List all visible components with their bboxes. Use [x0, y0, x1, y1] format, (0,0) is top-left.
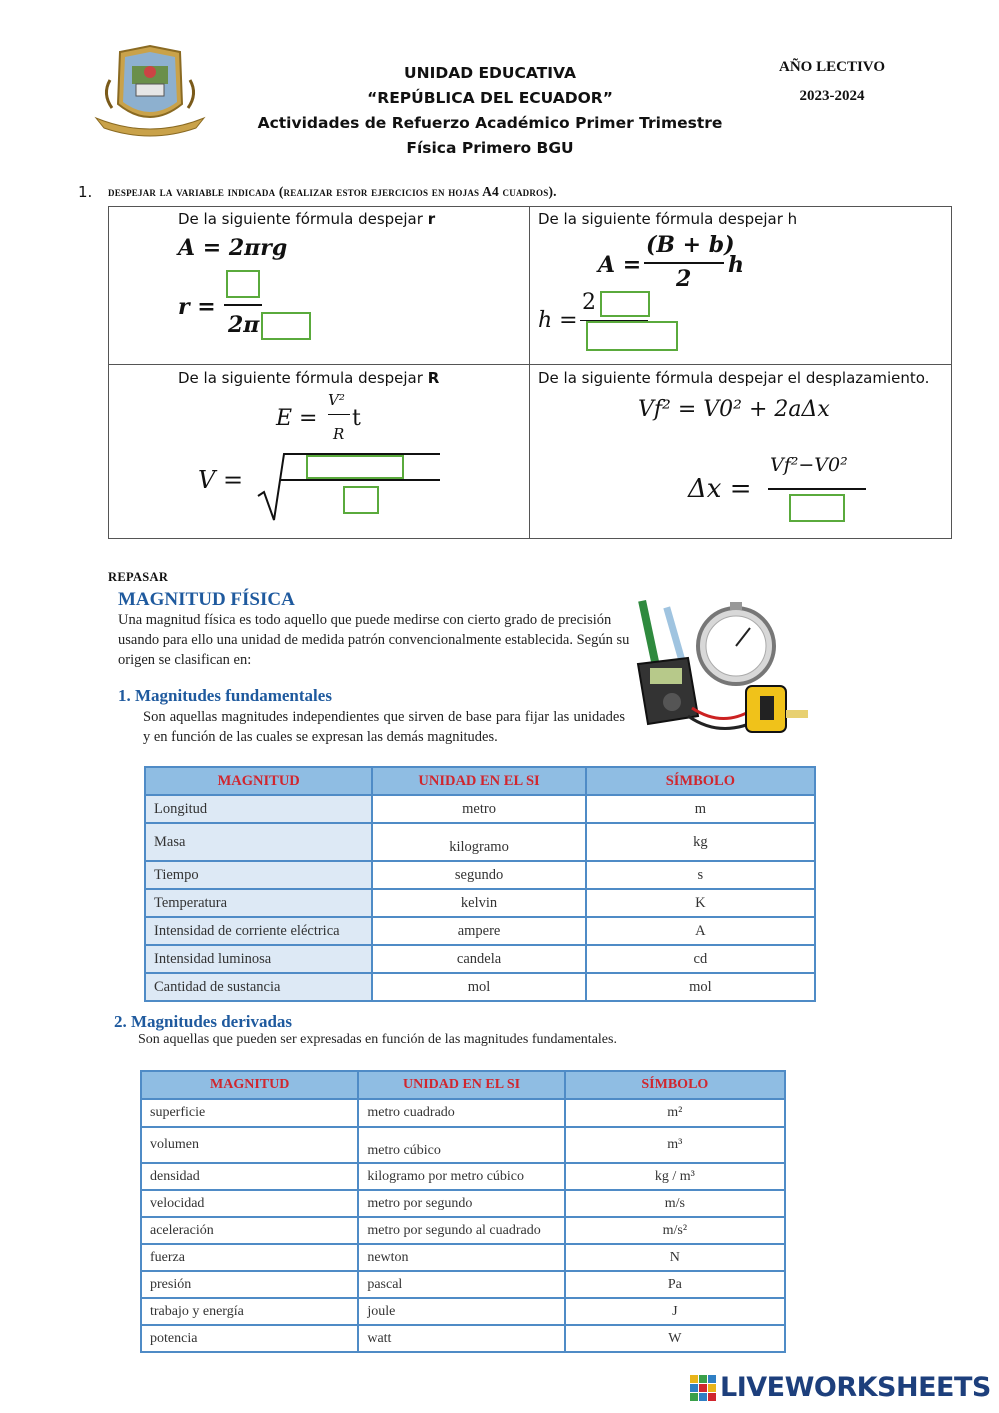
derived-magnitudes-table	[140, 1070, 786, 1353]
cell-3-formula-num: V²	[328, 391, 345, 409]
table-cell: kelvin	[372, 889, 585, 917]
cell-3-answer-lhs: V =	[198, 466, 244, 494]
table-row	[141, 1190, 785, 1217]
table-cell: segundo	[372, 861, 585, 889]
table-cell: mol	[586, 973, 815, 1001]
cell-1-denominator: 2π	[228, 312, 260, 338]
table-cell: potencia	[141, 1325, 358, 1352]
table-row	[145, 823, 815, 861]
table-cell: kilogramo	[372, 823, 585, 861]
table-cell: m	[586, 795, 815, 823]
table-cell: kg / m³	[565, 1163, 785, 1190]
cell-3-formula-lhs: E =	[276, 406, 318, 431]
fraction-line	[768, 488, 866, 490]
table-row	[145, 861, 815, 889]
intro-paragraph: Una magnitud física es todo aquello que puede medirse con cierto grado de precisión usando para ello una unidad de medida patrón convencionalmente establecida. Según su origen se clasifican en:	[118, 612, 630, 668]
table-cell: Temperatura	[145, 889, 372, 917]
section-2-description: Son aquellas que pueden ser expresadas en función de las magnitudes fundamentales.	[138, 1032, 617, 1047]
table-row	[141, 1244, 785, 1271]
section-1-title: 1. Magnitudes fundamentales	[118, 686, 332, 705]
table-cell: m³	[565, 1127, 785, 1163]
column-header: UNIDAD EN EL SI	[358, 1071, 564, 1099]
cell-3-formula-den: R	[333, 425, 345, 443]
table-cell: presión	[141, 1271, 358, 1298]
cell-2-formula-den: 2	[676, 266, 692, 292]
table-row	[141, 1325, 785, 1352]
cell-2-answer-lhs: h =	[538, 308, 578, 333]
table-cell: Pa	[565, 1271, 785, 1298]
table-row	[145, 889, 815, 917]
table-row	[141, 1099, 785, 1127]
table-cell: K	[586, 889, 815, 917]
table-cell: cd	[586, 945, 815, 973]
table-cell: volumen	[141, 1127, 358, 1163]
cell-4-formula: Vf² = V0² + 2aΔx	[638, 397, 830, 422]
table-cell: metro cúbico	[358, 1127, 564, 1163]
answer-box-h-denominator[interactable]	[586, 321, 678, 351]
cell-3-formula-tail: t	[352, 406, 361, 431]
cell-1-label: De la siguiente fórmula despejar r	[178, 210, 436, 228]
cell-2-formula-tail: h	[728, 252, 744, 278]
table-cell: pascal	[358, 1271, 564, 1298]
answer-box-h-numerator[interactable]	[600, 291, 650, 317]
fundamental-magnitudes-table	[144, 766, 816, 1002]
table-cell: J	[565, 1298, 785, 1325]
table-cell: A	[586, 917, 815, 945]
fraction-line	[644, 262, 724, 264]
table-cell: Tiempo	[145, 861, 372, 889]
cell-4-label: De la siguiente fórmula despejar el desplazamiento.	[538, 369, 930, 387]
table-cell: joule	[358, 1298, 564, 1325]
table-row	[141, 1271, 785, 1298]
cell-1-answer-lhs: r =	[178, 294, 216, 320]
table-cell: candela	[372, 945, 585, 973]
cell-2-formula-lhs: A =	[598, 252, 642, 278]
table-row	[141, 1217, 785, 1244]
table-cell: Intensidad de corriente eléctrica	[145, 917, 372, 945]
header-line-4: Física Primero BGU	[406, 139, 574, 157]
fraction-line	[328, 414, 350, 415]
table-cell: Masa	[145, 823, 372, 861]
column-header: SÍMBOLO	[565, 1071, 785, 1099]
brand-name: LIVEWORKSHEETS	[720, 1372, 991, 1403]
fraction-line	[224, 304, 262, 306]
cell-2-label: De la siguiente fórmula despejar h	[538, 210, 798, 228]
table-row	[145, 795, 815, 823]
cell-4-answer-lhs: Δx =	[688, 474, 752, 504]
liveworksheets-logo-icon	[690, 1375, 716, 1401]
table-cell: kilogramo por metro cúbico	[358, 1163, 564, 1190]
table-cell: Cantidad de sustancia	[145, 973, 372, 1001]
section-1-description: Son aquellas magnitudes independientes que sirven de base para fijar las unidades y en función de las cuales se expresan las demás magnitudes.	[143, 709, 625, 745]
table-cell: velocidad	[141, 1190, 358, 1217]
exercise-table-divider	[108, 364, 952, 365]
school-crest-logo	[92, 44, 208, 140]
table-cell: W	[565, 1325, 785, 1352]
table-cell: fuerza	[141, 1244, 358, 1271]
table-row	[145, 973, 815, 1001]
cell-3-label: De la siguiente fórmula despejar R	[178, 369, 440, 387]
column-header: UNIDAD EN EL SI	[372, 767, 585, 795]
column-header: MAGNITUD	[145, 767, 372, 795]
table-cell: metro por segundo	[358, 1190, 564, 1217]
table-cell: kg	[586, 823, 815, 861]
table-row	[145, 945, 815, 973]
year-value: 2023-2024	[799, 88, 865, 104]
table-cell: m/s	[565, 1190, 785, 1217]
table-cell: m²	[565, 1099, 785, 1127]
table-cell: metro cuadrado	[358, 1099, 564, 1127]
table-cell: Longitud	[145, 795, 372, 823]
cell-2-formula-num: (B + b)	[646, 232, 735, 258]
table-header-row	[145, 767, 815, 795]
measuring-tools-illustration	[632, 598, 810, 746]
exercise-title: despejar la variable indicada (realizar estor ejercicios en hojas A4 cuadros).	[108, 184, 557, 199]
table-cell: s	[586, 861, 815, 889]
table-cell: densidad	[141, 1163, 358, 1190]
table-header-row	[141, 1071, 785, 1099]
exercise-number: 1.	[78, 183, 93, 201]
table-cell: trabajo y energía	[141, 1298, 358, 1325]
table-row	[141, 1127, 785, 1163]
table-cell: mol	[372, 973, 585, 1001]
header-line-3: Actividades de Refuerzo Académico Primer Trimestre	[257, 114, 723, 132]
cell-4-numerator: Vf²−V0²	[770, 454, 848, 476]
cell-1-formula: A = 2πrg	[178, 235, 288, 261]
table-cell: metro	[372, 795, 585, 823]
table-cell: newton	[358, 1244, 564, 1271]
table-cell: watt	[358, 1325, 564, 1352]
header-line-1: UNIDAD EDUCATIVA	[404, 64, 576, 82]
document-header	[240, 61, 740, 161]
answer-box-v-denominator[interactable]	[343, 486, 379, 514]
table-row	[141, 1298, 785, 1325]
section-2-title: 2. Magnitudes derivadas	[114, 1012, 293, 1031]
header-line-2: “REPÚBLICA DEL ECUADOR”	[367, 89, 613, 107]
table-row	[145, 917, 815, 945]
school-year	[760, 59, 904, 105]
answer-box-r-denominator[interactable]	[261, 312, 311, 340]
column-header: SÍMBOLO	[586, 767, 815, 795]
section-heading: MAGNITUD FÍSICA	[118, 589, 295, 610]
table-row	[141, 1163, 785, 1190]
answer-box-v-numerator[interactable]	[306, 455, 404, 479]
liveworksheets-brand[interactable]	[690, 1372, 991, 1403]
exercise-table-divider	[529, 206, 530, 539]
review-label: REPASAR	[108, 570, 169, 584]
table-cell: Intensidad luminosa	[145, 945, 372, 973]
cell-2-numerator: 2	[582, 290, 596, 315]
answer-box-r-numerator[interactable]	[226, 270, 260, 298]
table-cell: metro por segundo al cuadrado	[358, 1217, 564, 1244]
table-cell: N	[565, 1244, 785, 1271]
table-cell: aceleración	[141, 1217, 358, 1244]
answer-box-dx-denominator[interactable]	[789, 494, 845, 522]
table-cell: ampere	[372, 917, 585, 945]
year-label: AÑO LECTIVO	[779, 59, 885, 75]
table-cell: superficie	[141, 1099, 358, 1127]
column-header: MAGNITUD	[141, 1071, 358, 1099]
table-cell: m/s²	[565, 1217, 785, 1244]
